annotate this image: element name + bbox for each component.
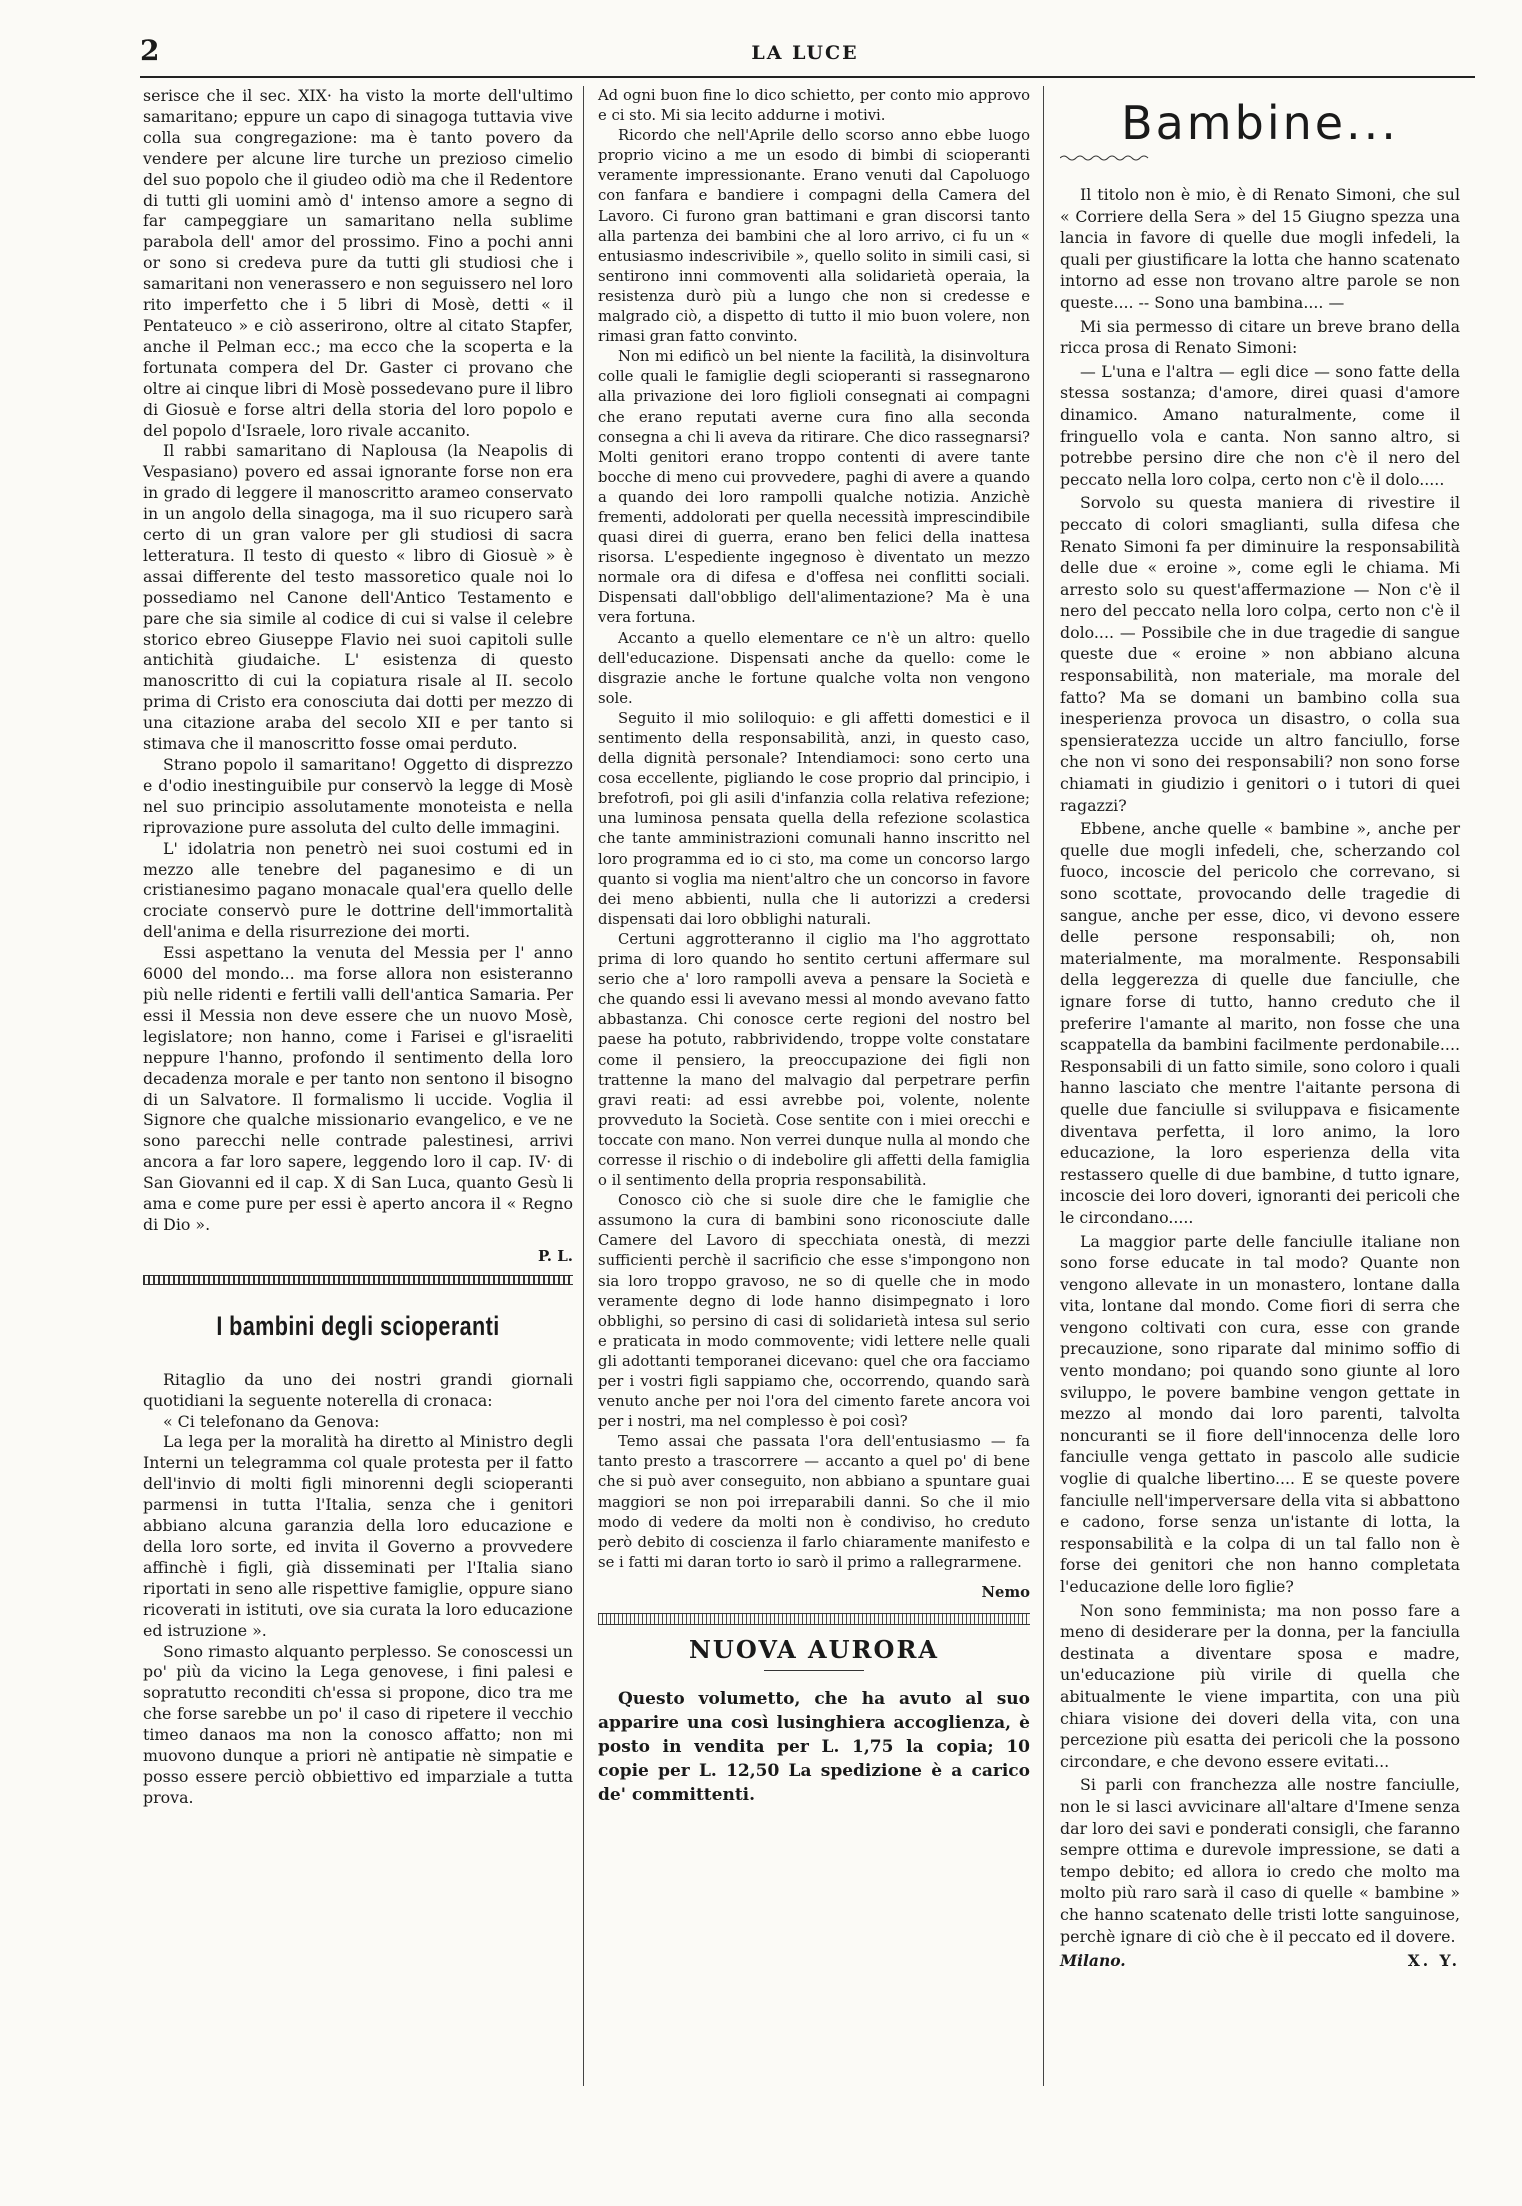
article-paragraph: Strano popolo il samaritano! Oggetto di disprezzo e d'odio inestinguibile pur conservò la legge di Mosè nel suo principio assolutamente monoteista e nella riprovazione pure assoluta del culto delle immagini. <box>143 755 573 837</box>
article-paragraph: Certuni aggrotteranno il ciglio ma l'ho aggrottato prima di loro quando ho sentito certuni affermare sul serio che a' loro rampolli aveva a pensare la Società e che quando essi li avevano messi al mondo avevano fatto abbastanza. Chi conosce certe regioni del nostro bel paese ha potuto, rabbrividendo, troppe volte constatare come il pensiero, la preoccupazione dei figli non trattenne la mano del malvagio dal perpetrare perfin gravi reati: ad essi avrebbe poi, volente, nolente provveduto la Società. Cose sentite con i miei orecchi e toccate con mano. Non verrei dunque nulla al mondo che corresse il rischio o di indebolire gli affetti della famiglia o il sentimento della propria responsabilità. <box>598 930 1030 1190</box>
article-paragraph: La lega per la moralità ha diretto al Ministro degli Interni un telegramma col quale protesta per il fatto dell'invio di molti figli minorenni degli scioperanti parmensi in tutta l'Italia, senza che i genitori abbiano alcuna garanzia della loro educazione e della loro sorte, ed invita il Governo a provvedere affinchè i figli, già disseminati per l'Italia siano riportati in seno alle rispettive famiglie, oppure siano ricoverati in istituti, ove sia curata la loro educazione ed istruzione ». <box>143 1432 573 1640</box>
article-paragraph: Ricordo che nell'Aprile dello scorso anno ebbe luogo proprio vicino a me un esodo di bimbi di scioperanti veramente impressionante. Erano venuti dal Capoluogo con fanfara e bandiere i compagni della Camera del Lavoro. Ci furono gran battimani e gran discorsi tanto alla partenza dei bambini che al loro arrivo, ci fu un « entusiasmo indescrivibile », quello solito in simili casi, si sentirono inni commoventi alla solidarietà operaia, la resistenza durò più a lungo che non si credesse e malgrado ciò, a dispetto di tutto il mio buon volere, non rimasi gran fatto convinto. <box>598 127 1030 346</box>
article-paragraph: serisce che il sec. XIX· ha visto la morte dell'ultimo samaritano; eppure un capo di sinagoga tuttavia vive colla sua congregazione: ma è tanto povero da vendere per alcune lire turche un prezioso cimelio del suo popolo che il giudeo odiò ma che il Redentore di tutti gli uomini amò d' intenso amore a segno di far campeggiare un samaritano nella sublime parabola dell' amor del prossimo. Fino a pochi anni or sono si credeva pure da tutti gli studiosi che i samaritani non venerassero e non seguissero nel loro rito imperfetto che i 5 libri di Mosè, detti « il Pentateuco » e ciò asserirono, oltre al citato Stapfer, anche il Pelman ecc.; ma ecco che la scoperta e la fortunata compera del Dr. Gaster ci provano che oltre ai cinque libri di Mosè possedevano pure il libro di Giosuè e forse altri della storia del loro popolo e del popolo d'Israele, loro rivale accanito. <box>143 86 573 440</box>
article-paragraph: Temo assai che passata l'ora dell'entusiasmo — fa tanto presto a trascorrere — accanto a quel po' di bene che si può aver conseguito, non abbiano a spuntare guai maggiori se non poi irreparabili danni. So che il mio modo di vedere da molti non è condiviso, ho creduto però debito di coscienza il farlo chiaramente manifesto e se i fatti mi daran torto io sarò il primo a rallegrarmene. <box>598 1433 1030 1571</box>
article-signature: P. L. <box>537 1246 573 1265</box>
title-underline <box>764 1670 864 1671</box>
article-paragraph: « Ci telefonano da Genova: <box>163 1411 380 1431</box>
article-place: Milano. <box>1060 1951 1126 1971</box>
article-paragraph: Conosco ciò che si suole dire che le famiglie che assumono la cura di bambini sono riconosciute dalle Camere del Lavoro di specchiata onestà, di mezzi sufficienti perchè il sacrificio che esse s'impongono non sia loro troppo gravoso, ne so di quelle che in modo veramente degno di lode hanno disimpegnato i loro obblighi, so persino di casi di solidarietà intesa sul serio e praticata in modo commovente; vidi lettere nelle quali gli adottanti temporanei dicevano: quel che ora facciamo per i vostri figli sappiamo che, occorrendo, quando sarà venuto anche per noi l'ora del cimento farete ancora voi per i nostri, ma nel complesso è poi così? <box>598 1192 1030 1431</box>
section-title: I bambini degli scioperanti <box>216 1310 500 1341</box>
article-paragraph: Il titolo non è mio, è di Renato Simoni, che sul « Corriere della Sera » del 15 Giugno spezza una lancia in favore di quelle due mogli infedeli, la quali per giustificare la lotta che hanno scatenato intorno ad esse non trovano altre parole se non queste.... -- Sono una bambina.... — <box>1060 185 1460 312</box>
article-paragraph: — L'una e l'altra — egli dice — sono fatte della stessa sostanza; d'amore, direi quasi d'amore dinamico. Amano naturalmente, come il fringuello vola e canta. Non sanno altro, si potrebbe persino dire che non c'è il nero del peccato nella loro colpa, certo non c'è il dolo..... <box>1060 361 1460 489</box>
header-rule <box>140 76 1475 78</box>
column-3 <box>1060 86 1460 1970</box>
article-paragraph: Il rabbi samaritano di Naplousa (la Neapolis di Vespasiano) povero ed assai ignorante forse non era in grado di leggere il manoscritto arameo conservato in un angolo della sinagoga, ma il suo ricupero sarà certo di un gran valore per gli studiosi di sacra letteratura. Il testo di questo « libro di Giosuè » è assai differente del testo massoretico quale noi lo possediamo nel Canone dell'Antico Testamento e pare che sia simile al codice di cui si valse il celebre storico ebreo Giuseppe Flavio nei suoi capitoli sulle antichità giudaiche. L' esistenza di questo manoscritto di cui la copiatura risale al II. secolo prima di Cristo era conosciuta dai dotti per mezzo di una citazione araba del secolo XII e per tanto si stimava che il manoscritto fosse omai perduto. <box>143 441 573 754</box>
article-paragraph: Si parli con franchezza alle nostre fanciulle, non le si lasci avvicinare all'altare d'Imene senza dar loro dei savi e ponderati consigli, che faranno sempre ottima e durevole impressione, se dati a tempo debito; ed allora io credo che molto ma molto più raro sarà il caso di quelle « bambine » che hanno scatenato delle tristi lotte sanguinose, perchè ignare di ciò che è il peccato ed il dovere. <box>1060 1775 1460 1946</box>
article-paragraph: Non mi edificò un bel niente la facilità, la disinvoltura colle quali le famiglie degli scioperanti si rassegnarono alla privazione dei loro figlioli consegnati ai compagni che erano reputati averne cura fino alla seconda consegna a chi li aveva da ritirare. Che dico rassegnarsi? Molti genitori erano troppo contenti di avere tante bocche di meno cui provvedere, paghi di avere a quando a quando dei loro rampolli qualche notizia. Anzichè frementi, addolorati per quella necessità imprescindibile quasi direi di guerra, erano ben felici della inattesa risorsa. L'espediente ingegnoso è diventato un mezzo normale ora di difesa e d'offesa nei conflitti sociali. Dispensati dall'obbligo dell'alimentazione? Ma è una vera fortuna. <box>598 348 1030 627</box>
article-paragraph: Sorvolo su questa maniera di rivestire il peccato di colori smaglianti, sulla difesa che Renato Simoni fa per diminuire la responsabilità delle due « eroine », come egli le chiama. Mi arresto solo su quest'affermazione — Non c'è il nero del peccato nella loro colpa, certo non c'è il dolo.... — Possibile che in due tragedie di sangue queste due « eroine » non abbiano alcuna responsabilità, non materiale, ma morale del fatto? Ma se domani un bambino colla sua inesperienza provoca un disastro, o colla sua spensieratezza uccide un altro fanciullo, forse che non vi sono dei responsabili? non sono forse chiamati in giudizio i genitori o i tutori di quei ragazzi? <box>1060 493 1460 815</box>
article-paragraph: Accanto a quello elementare ce n'è un altro: quello dell'educazione. Dispensati anche da quello: come le disgrazie anche le fortune qualche volta non vengono sole. <box>598 629 1030 707</box>
article-signature: Nemo <box>981 1583 1030 1601</box>
column-divider <box>583 86 584 2086</box>
article-paragraph: Mi sia permesso di citare un breve brano della ricca prosa di Renato Simoni: <box>1060 316 1460 358</box>
article-paragraph: Ebbene, anche quelle « bambine », anche per quelle due mogli infedeli, che, scherzando col fuoco, incoscie del pericolo che correvano, si sono scottate, provocando delle tragedie di sangue, anche per esse, dico, vi devono essere delle persone responsabili; oh, non materialmente, ma moralmente. Responsabili della leggerezza di quelle due fanciulle, che ignare forse di tutto, hanno creduto che il preferire l'amante al marito, non fosse che una scappatella da bambini facilmente perdonabile.... Responsabili di un fatto simile, sono coloro i quali hanno lasciato che mentre l'aitante persona di quelle due fanciulle si sviluppava e fisicamente diventava perfetta, il loro animo, la loro educazione, la loro esperienza della vita restassero quelle di due bambine, d tutto ignare, incoscie dei loro doveri, ignoranti dei pericoli che le circondano..... <box>1060 819 1460 1227</box>
article-paragraph: L' idolatria non penetrò nei suoi costumi ed in mezzo alle tenebre del paganesimo e di un cristianesimo pagano monacale qual'era quello delle crociate conservò pure le dottrine dell'immortalità dell'anima e della risurrezione dei morti. <box>143 838 573 942</box>
advert-paragraph: Questo volumetto, che ha avuto al suo apparire una così lusinghiera accoglienza, è posto in vendita per L. 1,75 la copia; 10 copie per L. 12,50 La spedizione è a carico de' committenti. <box>598 1689 1030 1806</box>
article-paragraph: Sono rimasto alquanto perplesso. Se conoscessi un po' più da vicino la Lega genovese, i fini palesi e sopratutto reconditi ch'essa si propone, dico tra me che forse sarebbe un po' il caso di ripetere il vecchio timeo danaos ma non la conosco affatto; non mi muovono dunque a priori nè antipatie nè simpatie e posso essere perciò obbiettivo ed imparziale a tutta prova. <box>143 1641 573 1807</box>
article-signoff <box>1060 1951 1460 1970</box>
article-paragraph: Essi aspettano la venuta del Messia per l' anno 6000 del mondo... ma forse allora non esisteranno più nelle ridenti e fertili valli dell'antica Samaria. Per essi il Messia non deve essere che un nuovo Mosè, legislatore; non hanno, come i Farisei e gl'israeliti neppure l'hanno, profondo il sentimento della loro decadenza morale e per tanto non sentono il bisogno di un Salvatore. Il formalismo li uccide. Voglia il Signore che qualche missionario evangelico, e ve ne sono parecchi nelle contrade palestinesi, arrivi ancora a far loro sapere, leggendo loro il cap. IV· di San Giovanni ed il cap. X di San Luca, quanto Gesù li ama e come pure per essi è aperto ancora il « Regno di Dio ». <box>143 943 573 1234</box>
column-1 <box>143 86 573 1809</box>
column-divider <box>1043 86 1044 2086</box>
article-paragraph: La maggior parte delle fanciulle italiane non sono forse educate in tal modo? Quante non vengono allevate in un monastero, lontane dalla vita, lontane dal mondo. Come fiori di serra che vengono coltivati con cura, esse con grande precauzione, sono riparate dal minimo soffio di vento mondano; poi quando sono giunte al loro sviluppo, le povere bambine vengon gettate in mezzo al mondo dai loro parenti, talvolta noncuranti se il fiore dell'innocenza delle loro fanciulle venga gettato in pascolo alle sudicie voglie di qualche libertino.... E se queste povere fanciulle nell'imperversare della vita si abbattono e cadono, forse senza un'istante di lotta, la responsabilità e la colpa di un tal fallo non è forse dei genitori che non hanno completata l'educazione delle loro figlie? <box>1060 1231 1460 1596</box>
title-ornament <box>1060 154 1150 162</box>
article-paragraph: Non sono femminista; ma non posso fare a meno di desiderare per la donna, per la fanciulla destinata a diventare sposa e madre, un'educazione più virile di quella che abitualmente le viene impartita, con una più chiara visione dei doveri della vita, con una percezione più esatta dei pericoli che la possono circondare, e che devono essere evitati... <box>1060 1600 1460 1771</box>
article-paragraph: Ritaglio da uno dei nostri grandi giornali quotidiani la seguente noterella di cronaca: <box>143 1369 573 1410</box>
section-divider <box>143 1275 573 1285</box>
advert-title: NUOVA AURORA <box>688 1635 940 1665</box>
journal-title: LA LUCE <box>751 42 859 64</box>
article-title: Bambine... <box>1121 96 1399 150</box>
article-signature: X. Y. <box>1407 1951 1460 1971</box>
article-paragraph: Ad ogni buon fine lo dico schietto, per conto mio approvo e ci sto. Mi sia lecito addurne i motivi. <box>598 87 1030 125</box>
page-number: 2 <box>140 34 160 67</box>
page-header <box>140 34 1470 74</box>
article-paragraph: Seguito il mio soliloquio: e gli affetti domestici e il sentimento della responsabilità, anzi, in questo caso, della dignità personale? Intendiamoci: sono certo una cosa eccellente, pigliando le cose proprio dal principio, i brefotrofi, poi gli asili d'infanzia colla relativa refezione; una luminosa pensata quella della refezione scolastica che tante amministrazioni comunali hanno inscritto nel loro programma ed io ci sto, ma come un concorso largo quanto si voglia ma nient'altro che un concorso in favore dei meno abbienti, nulla che li autorizzi a credersi dispensati dai loro obblighi naturali. <box>598 709 1030 928</box>
column-2 <box>598 86 1030 1807</box>
section-divider <box>598 1613 1030 1625</box>
advert-body <box>598 1687 1030 1807</box>
